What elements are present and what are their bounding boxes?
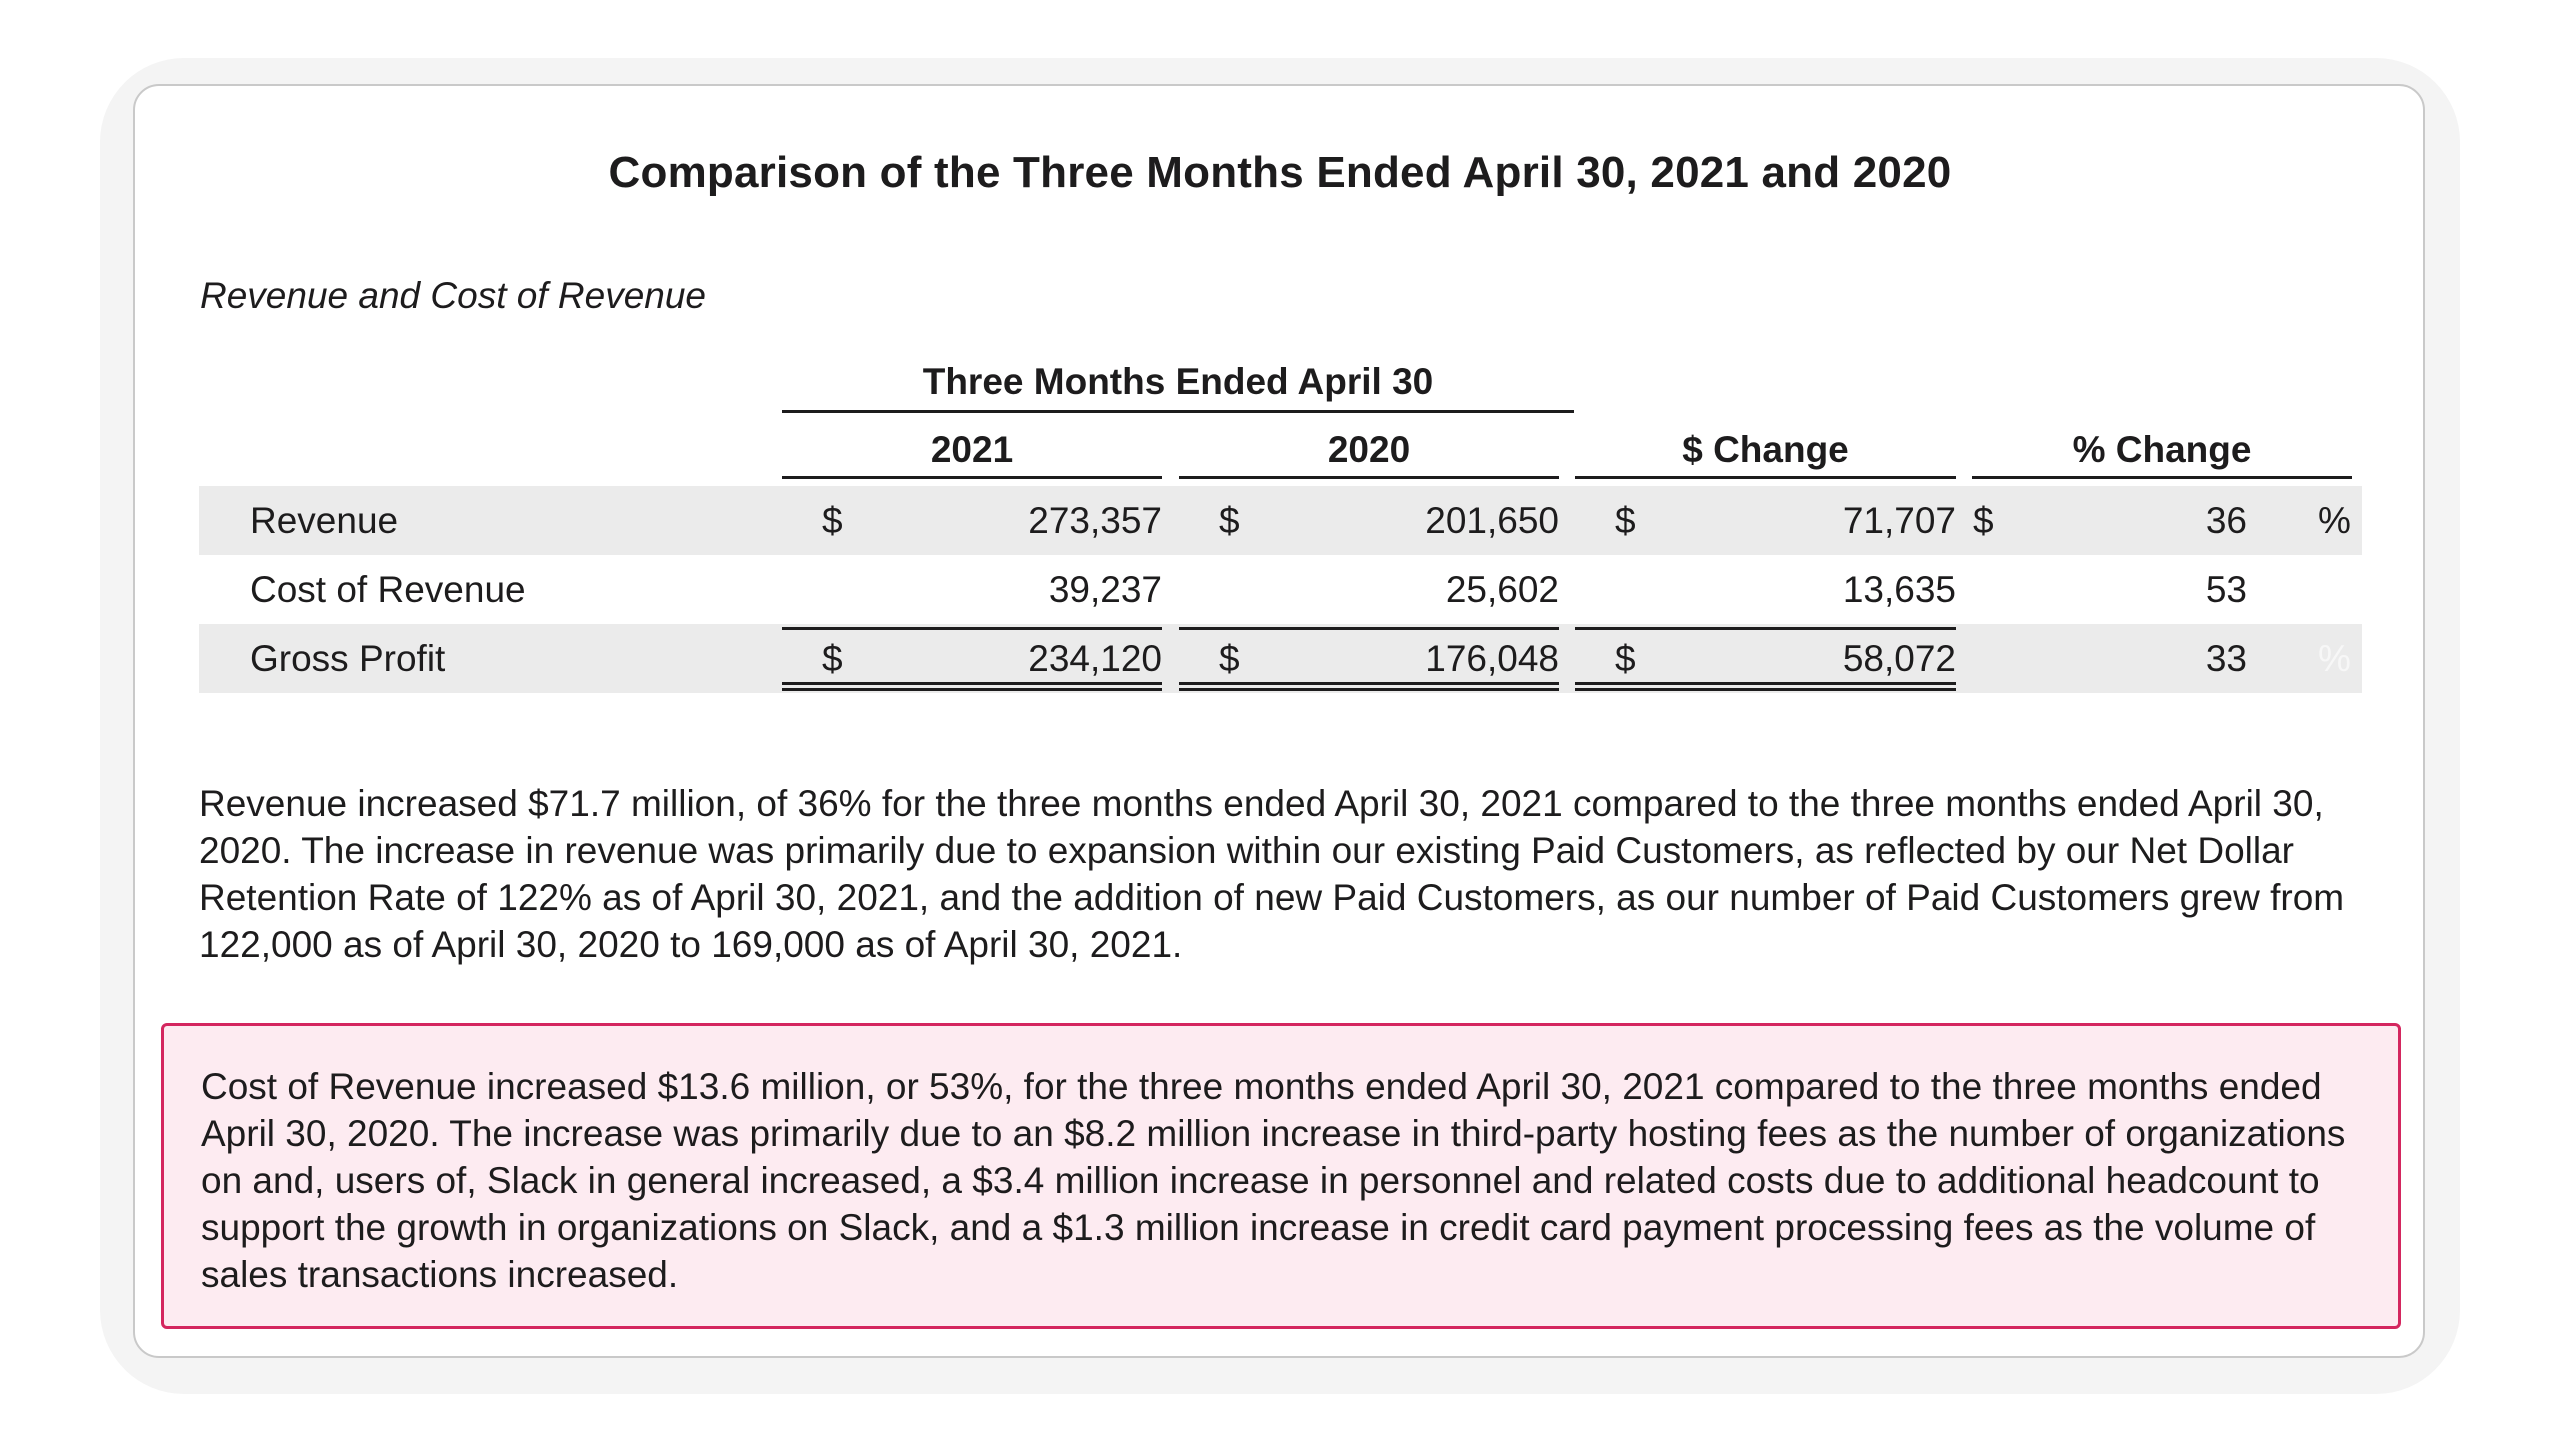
total-double-rule	[1179, 682, 1559, 691]
revenue-paragraph: Revenue increased $71.7 million, of 36% for the three months ended April 30, 2021 compared to the three months ended April 30, 2020. The increase in revenue was primarily due to expansion within our existing Paid Customers, as reflected by our Net Dollar Retention Rate of 122% as of April 30, 2021, and the addition of new Paid Customers, as our number of Paid Customers grew from 122,000 as of April 30, 2020 to 169,000 as of April 30, 2021.	[199, 783, 2345, 965]
gross-profit-dollar-change: 58,072	[1842, 638, 1956, 679]
subtotal-rule	[782, 627, 1162, 630]
percent-sign: %	[2318, 638, 2351, 679]
revenue-2020: 201,650	[1425, 500, 1559, 541]
percent-sign: %	[2318, 500, 2351, 541]
gross-profit-2021: 234,120	[1028, 638, 1162, 679]
section-subtitle: Revenue and Cost of Revenue	[200, 275, 707, 316]
highlighted-callout	[161, 1023, 2401, 1329]
currency-symbol: $	[1219, 638, 1240, 679]
cost-of-revenue-paragraph: Cost of Revenue increased $13.6 million, or 53%, for the three months ended April 30, 2021 compared to the three months ended April 30, 2020. The increase was primarily due to an $8.2 million increase in third-party hosting fees as the number of organizations on and, users of, Slack in general increased, a $3.4 million increase in personnel and related costs due to additional headcount to support the growth in organizations on Slack, and a $1.3 million increase in credit card payment processing fees as the volume of sales transactions increased.	[201, 1066, 2346, 1295]
revenue-percent-change: 36	[2205, 500, 2247, 541]
currency-symbol: $	[1973, 500, 1994, 541]
column-header-2021: 2021	[782, 428, 1162, 479]
currency-symbol: $	[1219, 500, 1240, 541]
gross-profit-2020: 176,048	[1425, 638, 1559, 679]
gross-profit-percent-change: 33	[2205, 638, 2247, 679]
column-header-2020: 2020	[1179, 428, 1559, 479]
column-header-percent-change: % Change	[1972, 428, 2352, 479]
currency-symbol: $	[1615, 500, 1636, 541]
table-row	[199, 486, 2362, 555]
row-label-revenue: Revenue	[250, 500, 399, 541]
table-group-header: Three Months Ended April 30	[782, 360, 1574, 413]
total-double-rule	[782, 682, 1162, 691]
revenue-2021: 273,357	[1028, 500, 1162, 541]
row-label-gross-profit: Gross Profit	[250, 638, 446, 679]
subtotal-rule	[1575, 627, 1956, 630]
cost-of-revenue-2020: 25,602	[1445, 569, 1559, 610]
currency-symbol: $	[1615, 638, 1636, 679]
revenue-dollar-change: 71,707	[1842, 500, 1956, 541]
total-double-rule	[1575, 682, 1956, 691]
currency-symbol: $	[822, 500, 843, 541]
cost-of-revenue-dollar-change: 13,635	[1842, 569, 1956, 610]
currency-symbol: $	[822, 638, 843, 679]
row-label-cost-of-revenue: Cost of Revenue	[250, 569, 526, 610]
cost-of-revenue-percent-change: 53	[2205, 569, 2247, 610]
cost-of-revenue-2021: 39,237	[1048, 569, 1162, 610]
page-title: Comparison of the Three Months Ended April 30, 2021 and 2020	[608, 148, 1952, 197]
subtotal-rule	[1179, 627, 1559, 630]
table-row	[199, 555, 2362, 624]
column-header-dollar-change: $ Change	[1575, 428, 1956, 479]
